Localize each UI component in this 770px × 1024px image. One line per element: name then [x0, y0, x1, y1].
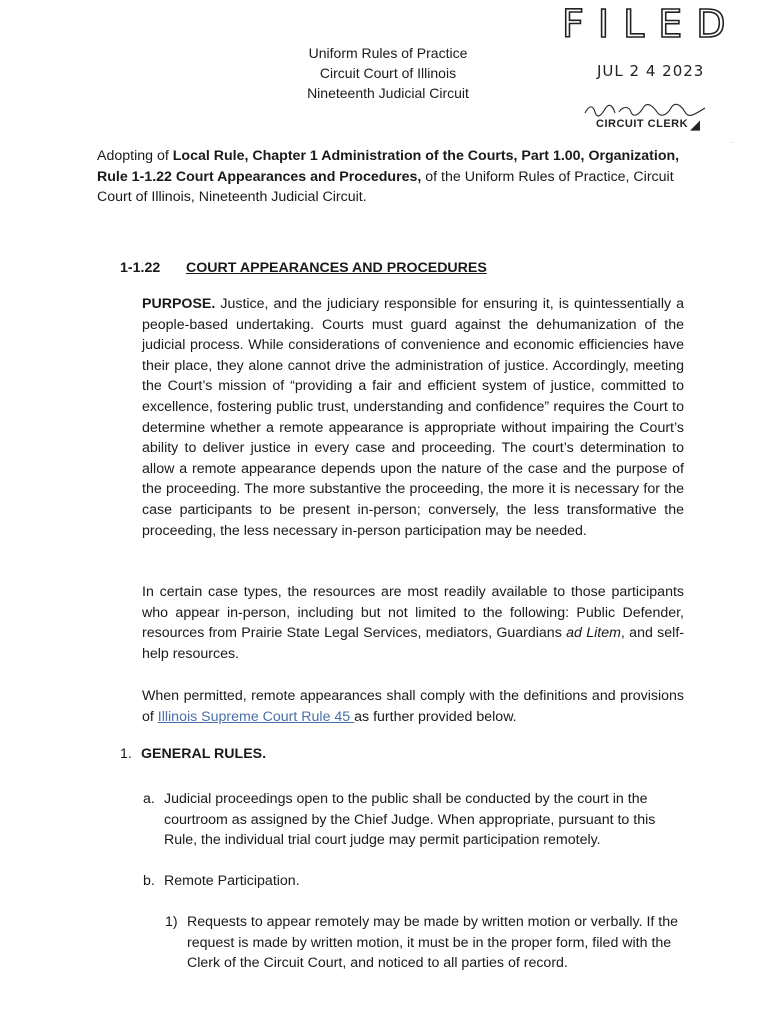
rule-45-link[interactable]: Illinois Supreme Court Rule 45: [157, 708, 355, 725]
resources-italic: ad Litem: [566, 625, 621, 642]
list-item-b1: [165, 912, 685, 974]
intro-bold: Local Rule, Chapter 1 Administration of the Courts, Part 1.00, Organization, Rule 1-1.22 Court Appearances and Procedures,: [97, 148, 680, 185]
clerk-mark: ◢: [690, 117, 700, 132]
intro-suffix: of the Uniform Rules of Practice, Circuit Court of Illinois, Nineteenth Judicial Circuit.: [97, 168, 674, 206]
general-rules-heading: [120, 746, 266, 762]
list-marker-b1: 1): [165, 914, 178, 930]
list-marker-a: a.: [143, 791, 155, 807]
provisions-prefix: When permitted, remote appearances shall comply with the definitions and provisions of: [142, 688, 684, 725]
resources-paragraph: [142, 582, 684, 664]
provisions-suffix: as further provided below.: [354, 708, 517, 725]
clerk-signature: [583, 102, 707, 118]
list-item-b-text: Remote Participation.: [164, 873, 300, 889]
general-rules-title: GENERAL RULES.: [141, 746, 267, 762]
general-rules-number: 1.: [120, 746, 132, 762]
section-heading: [120, 260, 487, 276]
resources-suffix: , and self-help resources.: [142, 625, 684, 662]
list-marker-b: b.: [143, 873, 155, 889]
signature-scribble: [583, 102, 707, 118]
list-item-b: [143, 871, 685, 892]
header-line-3: Nineteenth Judicial Circuit: [307, 85, 469, 101]
filed-stamp: FILED: [562, 2, 740, 46]
list-item-b1-text: Requests to appear remotely may be made by written motion or verbally. If the request is made by written motion, it must be in the proper form, filed with the Clerk of the Circuit Court, and noticed to all parties of record.: [187, 914, 679, 972]
header-line-1: Uniform Rules of Practice: [308, 45, 468, 61]
intro-prefix: Adopting of: [97, 148, 173, 164]
purpose-text: Justice, and the judiciary responsible for ensuring it, is quintessentially a people-based undertaking. Courts must guard against the dehumanization of the judicial process. While considerations of convenience and economic efficiencies have their place, they alone cannot drive the administration of justice. Accordingly, meeting the Court’s mission of “providing a fair and efficient system of justice, committed to excellence, fostering public trust, understanding and confidence” requires the Court to determine whether a remote appearance is appropriate without impairing the Court’s ability to deliver justice in every case and proceeding. The court’s determination to allow a remote appearance depends upon the nature of the case and the purpose of the proceeding. The more substantive the proceeding, the more it is necessary for the case participants to be present in-person; conversely, the less transformative the proceeding, the less necessary in-person participation may be needed.: [142, 296, 684, 539]
list-item-a: [143, 789, 685, 851]
clerk-title: CIRCUIT CLERK: [596, 118, 689, 130]
intro-paragraph: [97, 146, 685, 208]
purpose-label: PURPOSE.: [142, 296, 216, 312]
section-number: 1-1.22: [120, 260, 161, 276]
header-line-2: Circuit Court of Illinois: [319, 65, 457, 81]
purpose-paragraph: [142, 294, 684, 541]
section-title: COURT APPEARANCES AND PROCEDURES: [186, 260, 487, 276]
resources-text: In certain case types, the resources are most readily available to those participants who appear in-person, including but not limited to the following: Public Defender, resources from Prairie State Legal Services, mediators, Guardians: [142, 584, 684, 642]
remote-provisions-paragraph: [142, 686, 684, 727]
list-item-a-text: Judicial proceedings open to the public shall be conducted by the court in the courtroom as assigned by the Chief Judge. When appropriate, pursuant to this Rule, the individual trial court judge may permit participation remotely.: [164, 791, 656, 849]
filed-date: JUL 2 4 2023: [597, 62, 705, 80]
scan-speck: ·: [731, 138, 734, 147]
document-header: [288, 43, 488, 103]
